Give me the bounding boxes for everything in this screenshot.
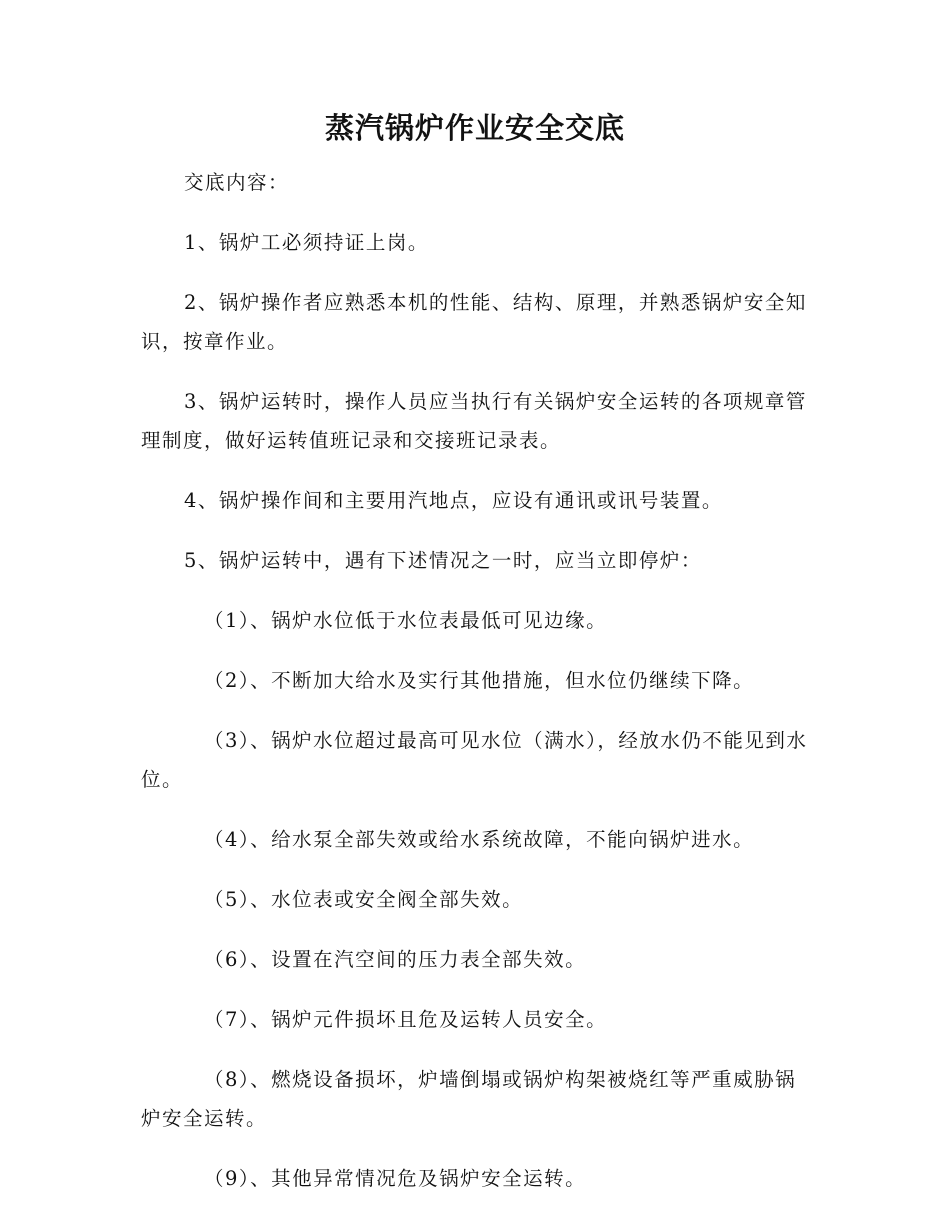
sub-item: （7）、锅炉元件损坏且危及运转人员安全。 bbox=[204, 1008, 608, 1031]
sub-item: （4）、给水泵全部失效或给水系统故障，不能向锅炉进水。 bbox=[204, 828, 755, 851]
sub-item: （1）、锅炉水位低于水位表最低可见边缘。 bbox=[204, 609, 608, 632]
sub-item: （9）、其他异常情况危及锅炉安全运转。 bbox=[204, 1167, 587, 1190]
sub-item: （2）、不断加大给水及实行其他措施，但水位仍继续下降。 bbox=[204, 669, 755, 692]
document-title: 蒸汽锅炉作业安全交底 bbox=[324, 111, 625, 145]
paragraph-item: 2、锅炉操作者应熟悉本机的性能、结构、原理，并熟悉锅炉安全知识，按章作业。 bbox=[141, 291, 807, 353]
sub-item: （5）、水位表或安全阀全部失效。 bbox=[204, 888, 524, 911]
paragraph-item: 3、锅炉运转时，操作人员应当执行有关锅炉安全运转的各项规章管理制度，做好运转值班记录和交接班记录表。 bbox=[141, 390, 807, 452]
sub-item: （6）、设置在汽空间的压力表全部失效。 bbox=[204, 948, 587, 971]
paragraph-item: 4、锅炉操作间和主要用汽地点，应设有通讯或讯号装置。 bbox=[184, 489, 723, 512]
sub-item: （8）、燃烧设备损坏，炉墙倒塌或锅炉构架被烧红等严重威胁锅炉安全运转。 bbox=[141, 1068, 797, 1130]
paragraph-item: 1、锅炉工必须持证上岗。 bbox=[184, 231, 429, 254]
paragraph-item: 5、锅炉运转中，遇有下述情况之一时，应当立即停炉： bbox=[184, 549, 702, 572]
intro-line: 交底内容： bbox=[184, 171, 290, 194]
document-body bbox=[141, 163, 809, 1219]
sub-item: （3）、锅炉水位超过最高可见水位（满水），经放水仍不能见到水位。 bbox=[141, 729, 808, 791]
